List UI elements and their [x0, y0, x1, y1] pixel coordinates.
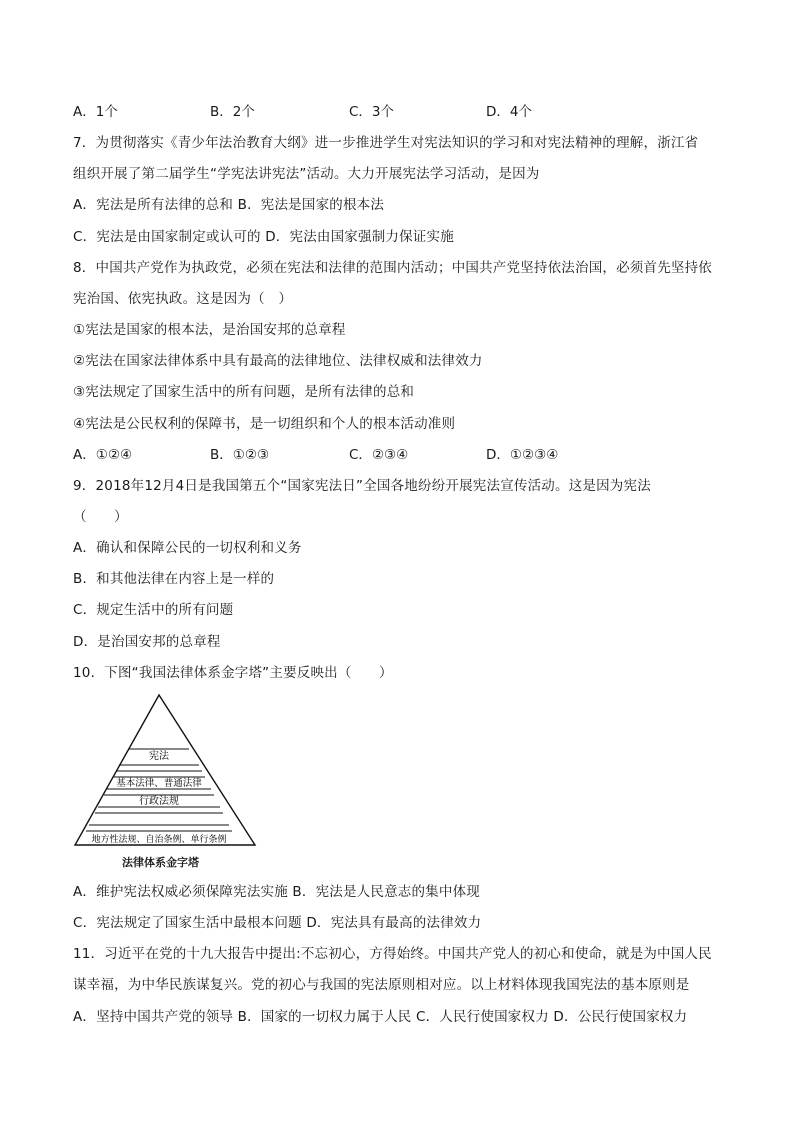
q6-option-a: A．1个 [73, 104, 118, 120]
q8-item-2: ②宪法在国家法律体系中具有最高的法律地位、法律权威和法律效力 [73, 353, 483, 369]
pyramid-tier-3: 行政法规 [139, 796, 179, 807]
q10-options-line2: C．宪法规定了国家生活中最根本问题 D．宪法具有最高的法律效力 [73, 915, 482, 931]
q10-options-line1: A．维护宪法权威必须保障宪法实施 B．宪法是人民意志的集中体现 [73, 884, 480, 900]
q8-option-d: D．①②③④ [486, 447, 559, 463]
pyramid-tier-1: 宪法 [149, 751, 169, 762]
q9-option-b: B．和其他法律在内容上是一样的 [73, 571, 275, 587]
pyramid-tier-2: 基本法律、普通法律 [116, 778, 202, 789]
q11-stem-line2: 谋幸福，为中华民族谋复兴。党的初心与我国的宪法原则相对应。以上材料体现我国宪法的基本原则是 [73, 977, 690, 993]
q8-item-3: ③宪法规定了国家生活中的所有问题，是所有法律的总和 [73, 384, 415, 400]
q6-option-b: B．2个 [210, 104, 255, 120]
q7-stem-line1: 7．为贯彻落实《青少年法治教育大纲》进一步推进学生对宪法知识的学习和对宪法精神的理解，浙江省 [73, 135, 699, 151]
q8-item-4: ④宪法是公民权利的保障书，是一切组织和个人的根本活动准则 [73, 416, 456, 432]
q9-stem-line1: 9．2018年12月4日是我国第五个“国家宪法日”全国各地纷纷开展宪法宣传活动。这是因为宪法 [73, 478, 651, 494]
q11-options-line1: A．坚持中国共产党的领导 B．国家的一切权力属于人民 C．人民行使国家权力 D．公民行使国家权力 [73, 1009, 688, 1025]
q8-item-1: ①宪法是国家的根本法，是治国安邦的总章程 [73, 322, 346, 338]
q10-stem: 10．下图“我国法律体系金字塔”主要反映出（ ） [73, 665, 393, 681]
q9-option-a: A．确认和保障公民的一切权利和义务 [73, 540, 302, 556]
q9-stem-line2: （ ） [73, 509, 128, 525]
q8-option-b: B．①②③ [210, 447, 270, 463]
q8-stem-line1: 8．中国共产党作为执政党，必须在宪法和法律的范围内活动；中国共产党坚持依法治国，必须首先坚持依 [73, 260, 712, 276]
q7-options-line1: A．宪法是所有法律的总和 B．宪法是国家的根本法 [73, 197, 385, 213]
q7-stem-line2: 组织开展了第二届学生“学宪法讲宪法”活动。大力开展宪法学习活动，是因为 [73, 166, 540, 182]
q6-option-d: D．4个 [486, 104, 532, 120]
law-system-pyramid-figure [73, 693, 273, 853]
q9-option-d: D．是治国安邦的总章程 [73, 634, 221, 650]
pyramid-outline [75, 695, 255, 845]
q9-option-c: C．规定生活中的所有问题 [73, 602, 234, 618]
figure-caption: 法律体系金字塔 [122, 856, 199, 869]
q7-options-line2: C．宪法是由国家制定或认可的 D．宪法由国家强制力保证实施 [73, 229, 454, 245]
q8-option-c: C．②③④ [349, 447, 409, 463]
q6-option-c: C．3个 [349, 104, 395, 120]
q8-stem-line2: 宪治国、依宪执政。这是因为（ ） [73, 291, 293, 307]
q11-stem-line1: 11．习近平在党的十九大报告中提出:不忘初心，方得始终。中国共产党人的初心和使命，就是为中国人民 [73, 946, 712, 962]
pyramid-tier-4: 地方性法规、自治条例、单行条例 [91, 835, 227, 845]
q8-option-a: A．①②④ [73, 447, 133, 463]
